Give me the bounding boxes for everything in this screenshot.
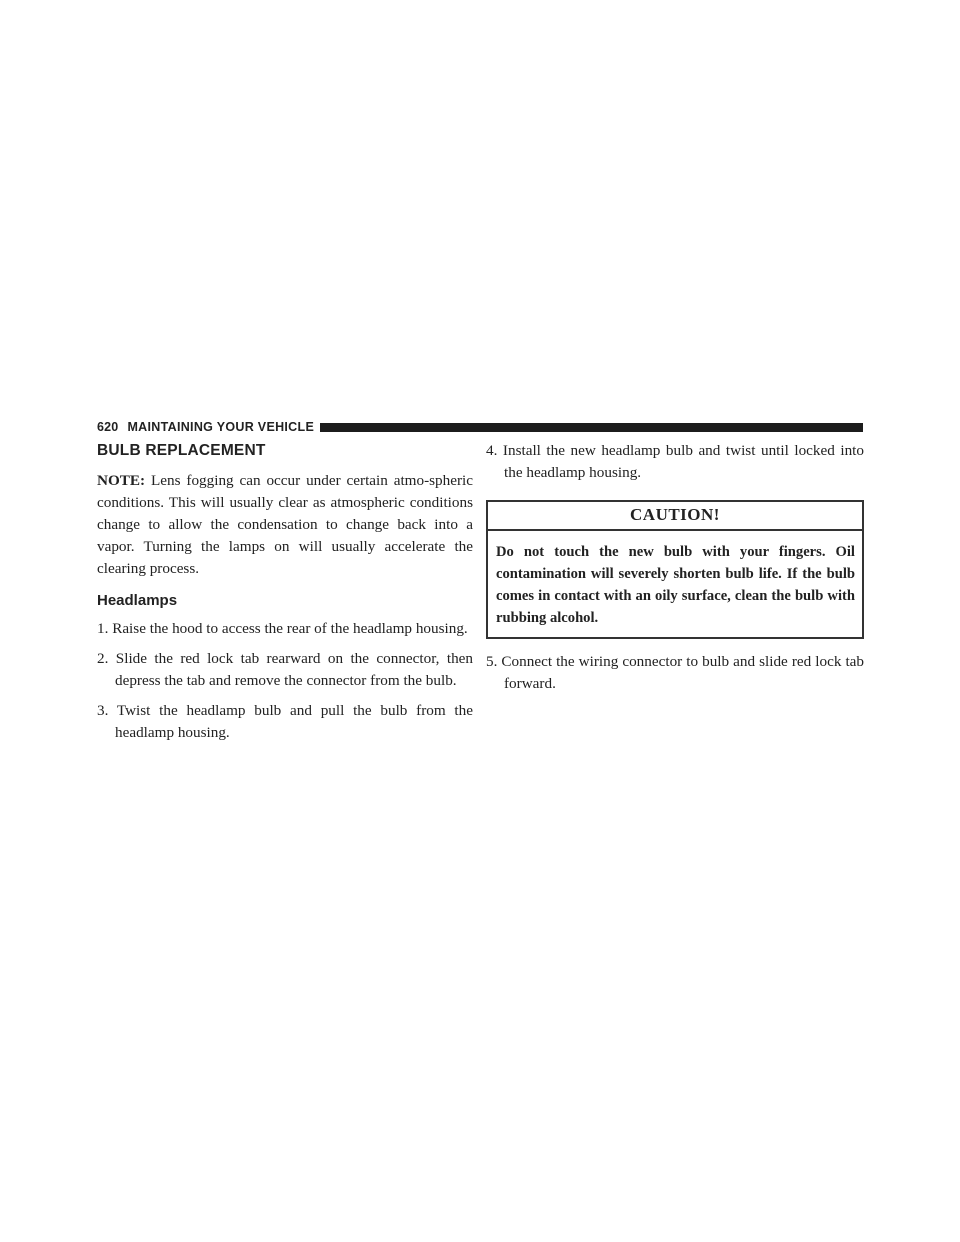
step-number: 5. xyxy=(486,653,498,670)
section-heading: BULB REPLACEMENT xyxy=(97,442,266,459)
step-number: 3. xyxy=(97,702,109,719)
section-title: MAINTAINING YOUR VEHICLE xyxy=(127,420,315,434)
note-paragraph xyxy=(97,470,473,580)
steps-list-continued xyxy=(486,440,864,484)
note-text: Lens fogging can occur under certain atmo-spheric conditions. This will usually clear as atmospheric conditions change to allow the condensation to change back into a vapor. Turning the lamps on will usually accelerate the clearing process. xyxy=(97,472,473,577)
caution-box xyxy=(486,500,864,639)
step-2 xyxy=(97,648,473,692)
subheading-headlamps: Headlamps xyxy=(97,592,178,609)
step-number: 2. xyxy=(97,650,109,667)
step-number: 4. xyxy=(486,442,498,459)
header-rule xyxy=(320,423,863,432)
step-1 xyxy=(97,618,473,640)
steps-list-final xyxy=(486,651,864,695)
right-column xyxy=(486,440,864,703)
step-5 xyxy=(486,651,864,695)
running-head xyxy=(97,419,863,435)
step-text: Twist the headlamp bulb and pull the bulb from the headlamp housing. xyxy=(108,702,473,741)
step-text: Install the new headlamp bulb and twist until locked into the headlamp housing. xyxy=(497,442,864,481)
caution-title: CAUTION! xyxy=(488,502,862,531)
left-column xyxy=(97,440,473,752)
page-number: 620 xyxy=(97,420,119,434)
step-3 xyxy=(97,700,473,744)
step-text: Connect the wiring connector to bulb and slide red lock tab forward. xyxy=(497,653,864,692)
caution-text: Do not touch the new bulb with your fingers. Oil contamination will severely shorten bulb life. If the bulb comes in contact with an oily surface, clean the bulb with rubbing alcohol. xyxy=(496,544,855,626)
step-text: Slide the red lock tab rearward on the connector, then depress the tab and remove the connector from the bulb. xyxy=(108,650,473,689)
note-label: NOTE: xyxy=(97,472,146,489)
steps-list xyxy=(97,618,473,744)
step-4 xyxy=(486,440,864,484)
step-number: 1. xyxy=(97,620,109,637)
step-text: Raise the hood to access the rear of the headlamp housing. xyxy=(108,620,468,637)
